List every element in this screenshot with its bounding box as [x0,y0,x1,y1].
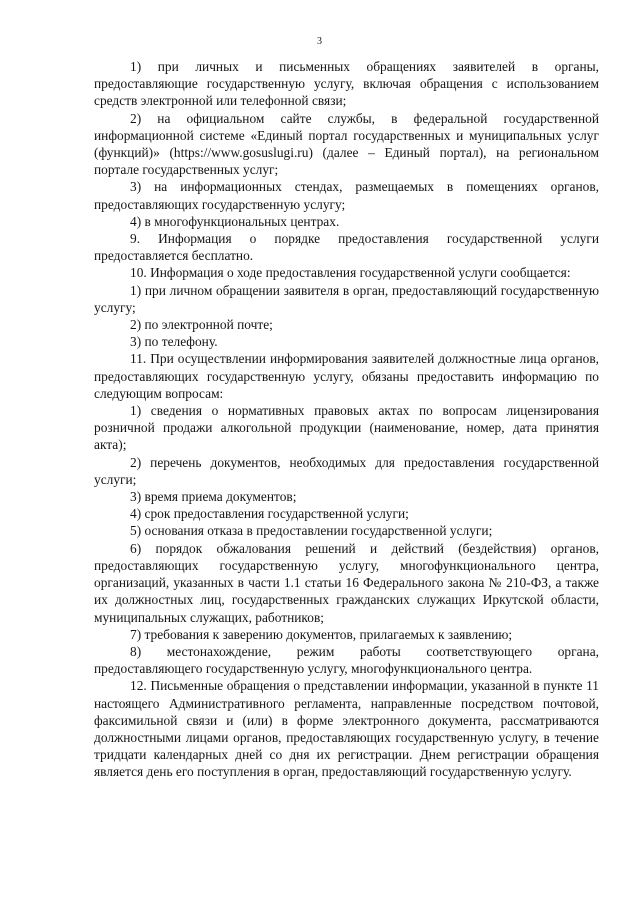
paragraph-8-2: 2) на официальном сайте службы, в федеральной государственной информационной системе «Единый портал государственных и муниципальных услуг (функций)» (https://www.gosuslugi.ru) (далее – Единый портал), на региональном портале государственных услуг; [94,110,599,178]
paragraph-10-3: 3) по телефону. [130,334,218,350]
paragraph-11-3: 3) время приема документов; [130,489,297,505]
paragraph-12: 12. Письменные обращения о представлении информации, указанной в пункте 11 настоящего Административного регламента, направленные посредством почтовой, факсимильной связи и (или) в форме электронного документа, рассматриваются должностными лицами органов, предоставляющих государственную услугу, в течение тридцати календарных дней со дня их регистрации. Днем регистрации обращения является день его поступления в орган, предоставляющий государственную услугу. [94,678,599,780]
paragraph-8-4: 4) в многофункциональных центрах. [130,213,340,229]
paragraph-8-3: 3) на информационных стендах, размещаемых в помещениях органов, предоставляющих государственную услугу; [94,179,599,212]
paragraph-10: 10. Информация о ходе предоставления государственной услуги сообщается: [130,265,571,281]
paragraph-11-7: 7) требования к заверению документов, прилагаемых к заявлению; [130,626,513,642]
page-number: 3 [317,36,322,47]
paragraph-10-2: 2) по электронной почте; [130,317,273,333]
paragraph-11-4: 4) срок предоставления государственной услуги; [130,506,409,522]
document-body [94,58,599,781]
paragraph-11-1: 1) сведения о нормативных правовых актах по вопросам лицензирования розничной продажи алкогольной продукции (наименование, номер, дата принятия акта); [94,403,599,453]
paragraph-10-1: 1) при личном обращении заявителя в орган, предоставляющий государственную услугу; [94,282,599,315]
paragraph-11-8: 8) местонахождение, режим работы соответствующего органа, предоставляющего государственную услугу, многофункционального центра. [94,643,599,677]
paragraph-11-5: 5) основания отказа в предоставлении государственной услуги; [130,523,493,539]
paragraph-11-2: 2) перечень документов, необходимых для предоставления государственной услуги; [94,454,599,487]
paragraph-11: 11. При осуществлении информирования заявителей должностные лица органов, предоставляющих государственную услугу, обязаны предоставить информацию по следующим вопросам: [94,351,599,401]
paragraph-8-1: 1) при личных и письменных обращениях заявителей в органы, предоставляющие государственную услугу, включая обращения с использованием средств электронной или телефонной связи; [94,59,599,109]
paragraph-9: 9. Информация о порядке предоставления государственной услуги предоставляется бесплатно. [94,231,599,264]
paragraph-11-6: 6) порядок обжалования решений и действий (бездействия) органов, предоставляющих государственную услугу, многофункционального центра, организаций, указанных в части 1.1 статьи 16 Федерального закона № 210-ФЗ, а также их должностных лиц, государственных гражданских служащих Иркутской области, муниципальных служащих, работников; [94,540,599,625]
